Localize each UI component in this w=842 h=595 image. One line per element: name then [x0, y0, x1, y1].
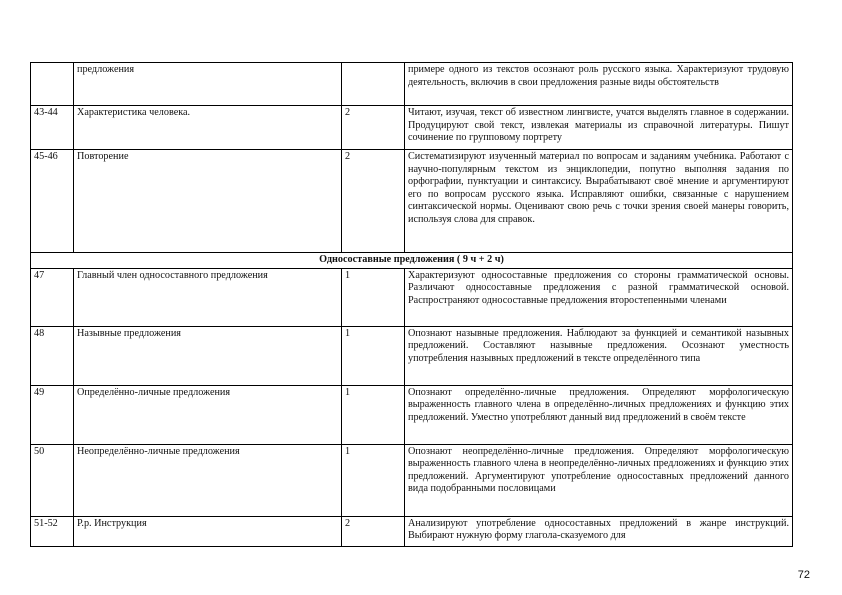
table-row	[31, 106, 793, 150]
lesson-hours: 2	[342, 150, 405, 253]
table-row	[31, 150, 793, 253]
activity-description: Характеризуют односоставные предложения со стороны грамматической основы. Различают односоставные предложения с разной грамматической основой. Распространяют односоставные предложения второстепенными членами	[405, 268, 793, 326]
activity-description: Опознают неопределённо-личные предложения. Определяют морфологическую выраженность главного члена в неопределённо-личных предложениях и функцию этих предложений. Аргументируют употребление односоставных предложений данного вида подобранными пословицами	[405, 444, 793, 516]
table-row	[31, 444, 793, 516]
lesson-topic: Р.р. Инструкция	[74, 516, 342, 546]
lesson-number: 49	[31, 385, 74, 444]
lesson-hours	[342, 63, 405, 106]
lesson-number	[31, 63, 74, 106]
activity-description: Систематизируют изученный материал по вопросам и заданиям учебника. Работают с научно-популярным текстом из энциклопедии, попутно выполняя задания по орфографии, пунктуации и синтаксису. Вырабатывают своё мнение и аргументируют его по вопросам русского языка. Исправляют ошибки, связанные с нарушением синтаксической нормы. Оценивают свою речь с точки зрения своей манеры говорить, используя слова для справок.	[405, 150, 793, 253]
activity-description: Читают, изучая, текст об известном лингвисте, учатся выделять главное в содержании. Продуцируют свой текст, извлекая материалы из справочной литературы. Пишут сочинение по групповому портрету	[405, 106, 793, 150]
lesson-topic: Главный член односоставного предложения	[74, 268, 342, 326]
lesson-number: 43-44	[31, 106, 74, 150]
table-row	[31, 326, 793, 385]
lesson-topic: предложения	[74, 63, 342, 106]
page-number: 72	[797, 569, 810, 581]
activity-description: Опознают назывные предложения. Наблюдают за функцией и семантикой назывных предложений. Составляют назывные предложения. Осознают уместность употребления назывных предложений в тексте определённого типа	[405, 326, 793, 385]
activity-description: Анализируют употребление односоставных предложений в жанре инструкций. Выбирают нужную форму глагола-сказуемого для	[405, 516, 793, 546]
lesson-number: 48	[31, 326, 74, 385]
lesson-hours: 1	[342, 385, 405, 444]
table-row	[31, 385, 793, 444]
lesson-number: 45-46	[31, 150, 74, 253]
lesson-number: 47	[31, 268, 74, 326]
activity-description: примере одного из текстов осознают роль русского языка. Характеризуют трудовую деятельность, включив в свои предложения разные виды обстоятельств	[405, 63, 793, 106]
lesson-hours: 2	[342, 106, 405, 150]
lesson-topic: Характеристика человека.	[74, 106, 342, 150]
lesson-topic: Назывные предложения	[74, 326, 342, 385]
lesson-topic: Определённо-личные предложения	[74, 385, 342, 444]
lesson-topic: Неопределённо-личные предложения	[74, 444, 342, 516]
curriculum-table	[30, 62, 793, 547]
lesson-hours: 1	[342, 326, 405, 385]
lesson-hours: 1	[342, 268, 405, 326]
lesson-hours: 1	[342, 444, 405, 516]
lesson-number: 50	[31, 444, 74, 516]
section-header-row	[31, 253, 793, 269]
table-row	[31, 268, 793, 326]
lesson-topic: Повторение	[74, 150, 342, 253]
lesson-number: 51-52	[31, 516, 74, 546]
section-title: Односоставные предложения ( 9 ч + 2 ч)	[31, 253, 793, 269]
table-row	[31, 63, 793, 106]
table-row	[31, 516, 793, 546]
activity-description: Опознают определённо-личные предложения. Определяют морфологическую выраженность главного члена в определённо-личных предложениях и функцию этих предложений. Уместно употребляют данный вид предложений в своём тексте	[405, 385, 793, 444]
lesson-hours: 2	[342, 516, 405, 546]
